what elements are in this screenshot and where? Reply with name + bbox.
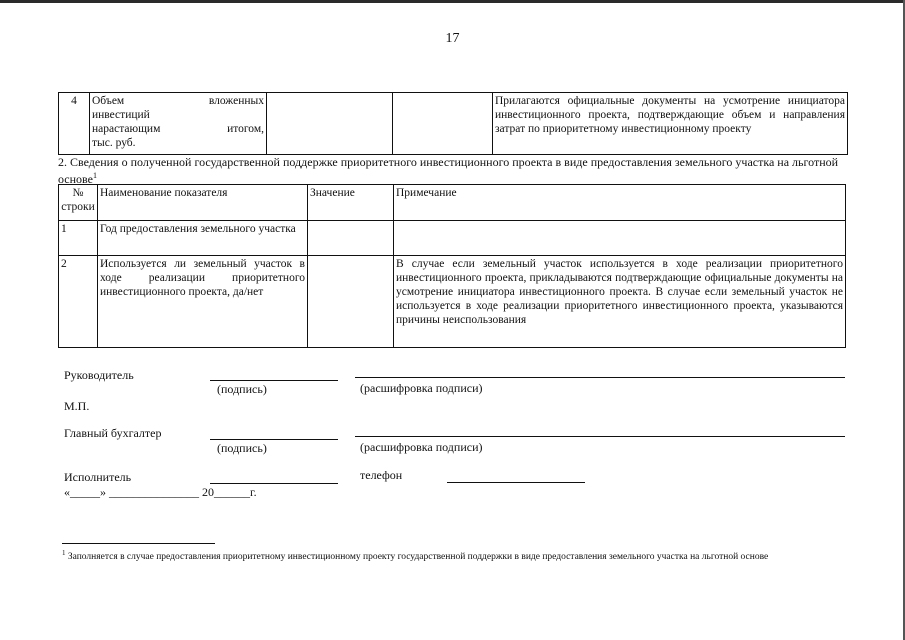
accountant-signature-line bbox=[210, 439, 338, 440]
footnote bbox=[62, 547, 852, 564]
indicator-name-line: Объем вложенных bbox=[92, 95, 264, 107]
page-number: 17 bbox=[445, 31, 460, 46]
accountant-label: Главный бухгалтер bbox=[64, 426, 162, 440]
phone-line bbox=[447, 482, 585, 483]
indicator-name: Год предоставления земельного участка bbox=[98, 221, 308, 256]
indicator-name-line: тыс. руб. bbox=[92, 137, 136, 149]
value-cell bbox=[308, 256, 394, 348]
accountant-decode-caption: (расшифровка подписи) bbox=[360, 440, 483, 454]
indicator-name-line: нарастающим итогом, bbox=[92, 123, 264, 135]
accountant-decode-line bbox=[355, 436, 845, 437]
footnote-number: 1 bbox=[62, 549, 66, 557]
footnote-separator bbox=[62, 543, 215, 544]
note-cell: Прилагаются официальные документы на усмотрение инициатора инвестиционного проекта, подтверждающие объем и направления затрат по приоритетному инвестиционному проекту bbox=[493, 93, 848, 155]
header-value: Значение bbox=[308, 185, 394, 221]
footnote-marker: 1 bbox=[92, 171, 97, 180]
header-row-number: № строки bbox=[59, 185, 98, 221]
accountant-signature-caption: (подпись) bbox=[217, 441, 267, 455]
indicator-name: Используется ли земельный участок в ходе реализации приоритетного инвестиционного проекта, да/нет bbox=[98, 256, 308, 348]
row-number: 1 bbox=[59, 221, 98, 256]
row-number: 4 bbox=[59, 93, 90, 155]
table-row bbox=[59, 221, 846, 256]
land-support-table bbox=[58, 184, 846, 348]
value-cell bbox=[308, 221, 394, 256]
date-line: «_____» _______________ 20______г. bbox=[64, 485, 257, 499]
note-cell: В случае если земельный участок используется в ходе реализации приоритетного инвестиционного проекта, прикладываются подтверждающие официальные документы на усмотрение инициатора инвестиционного проекта. В случае если земельный участок не используется в ходе реализации приоритетного инвестиционного проекта, указываются причины неиспользования bbox=[394, 256, 846, 348]
section-heading bbox=[58, 155, 846, 186]
director-signature-caption: (подпись) bbox=[217, 382, 267, 396]
note-cell bbox=[394, 221, 846, 256]
director-decode-caption: (расшифровка подписи) bbox=[360, 381, 483, 395]
value-cell bbox=[267, 93, 393, 155]
executor-signature-line bbox=[210, 483, 338, 484]
header-indicator-name: Наименование показателя bbox=[98, 185, 308, 221]
stamp-label: М.П. bbox=[64, 399, 90, 413]
blank-cell bbox=[393, 93, 493, 155]
executor-label: Исполнитель bbox=[64, 470, 132, 484]
table-header-row bbox=[59, 185, 846, 221]
indicator-name-line: инвестиций bbox=[92, 109, 150, 121]
director-label: Руководитель bbox=[64, 368, 134, 382]
scan-edge-top bbox=[0, 0, 905, 3]
footnote-text: Заполняется в случае предоставления приоритетному инвестиционному проекту государственной поддержки в виде предоставления земельного участка на льготной основе bbox=[67, 552, 769, 563]
table-row bbox=[59, 93, 848, 155]
phone-label: телефон bbox=[360, 468, 403, 482]
indicator-name-cell bbox=[90, 93, 267, 155]
director-signature-line bbox=[210, 380, 338, 381]
director-decode-line bbox=[355, 377, 845, 378]
row-number: 2 bbox=[59, 256, 98, 348]
investment-table bbox=[58, 92, 848, 155]
section-heading-text: 2. Сведения о полученной государственной поддержке приоритетного инвестиционного проекта в виде предоставления земельного участка на льготной основе bbox=[58, 155, 839, 186]
header-note: Примечание bbox=[394, 185, 846, 221]
table-row bbox=[59, 256, 846, 348]
